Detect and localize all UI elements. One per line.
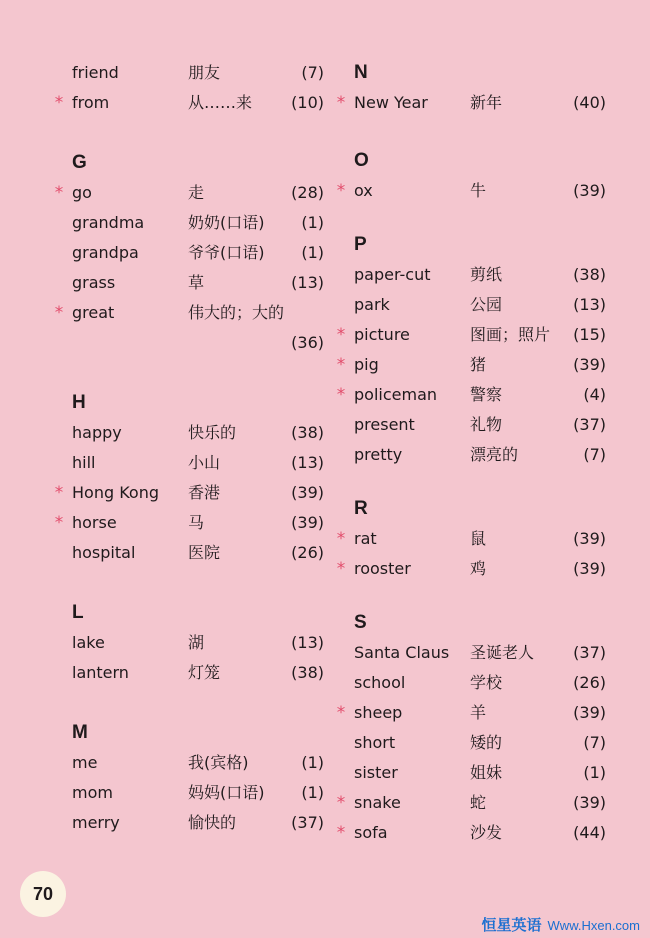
entry-meaning: 猪: [470, 355, 487, 374]
new-word-star-icon: *: [336, 529, 346, 549]
entry-meaning: 公园: [470, 295, 503, 314]
entry-meaning: 学校: [470, 673, 503, 692]
entry-word: hill: [72, 453, 96, 472]
glossary-entry: [48, 88, 324, 118]
glossary-entry: [330, 668, 606, 698]
glossary-entry: [330, 88, 606, 118]
entry-word: ox: [354, 181, 373, 200]
glossary-entry: [48, 178, 324, 208]
entry-unit: (13): [291, 273, 324, 292]
entry-word: short: [354, 733, 396, 752]
section-letter: G: [72, 152, 87, 173]
entry-word: lantern: [72, 663, 129, 682]
entry-word: Hong Kong: [72, 483, 159, 502]
entry-meaning: 走: [188, 183, 205, 202]
section-letter: O: [354, 150, 369, 171]
new-word-star-icon: *: [336, 181, 346, 201]
entry-unit: (28): [291, 183, 324, 202]
new-word-star-icon: *: [336, 793, 346, 813]
new-word-star-icon: *: [54, 303, 64, 323]
new-word-star-icon: *: [336, 325, 346, 345]
glossary-section-r: [330, 494, 606, 584]
glossary-section-s: [330, 608, 606, 848]
entry-word: rat: [354, 529, 377, 548]
glossary-entry: [48, 268, 324, 298]
entry-meaning: 矮的: [470, 733, 503, 752]
entry-meaning: 姐妹: [470, 763, 503, 782]
entry-unit: (15): [573, 325, 606, 344]
section-letter: L: [72, 602, 84, 623]
entry-word: hospital: [72, 543, 136, 562]
entry-word: New Year: [354, 93, 428, 112]
glossary-section-m: [48, 718, 324, 838]
entry-meaning: 愉快的: [188, 813, 237, 832]
entry-meaning: 漂亮的: [470, 445, 519, 464]
entry-meaning: 朋友: [188, 63, 221, 82]
watermark: [482, 914, 640, 935]
entry-unit: (44): [573, 823, 606, 842]
entry-meaning: 马: [188, 513, 205, 532]
entry-meaning: 快乐的: [188, 423, 237, 442]
glossary-entry: [48, 658, 324, 688]
entry-word: grass: [72, 273, 116, 292]
entry-meaning: 伟大的；大的: [188, 303, 285, 322]
entry-word: policeman: [354, 385, 438, 404]
entry-word: from: [72, 93, 110, 112]
glossary-entry: [48, 478, 324, 508]
entry-unit: (37): [291, 813, 324, 832]
entry-word: horse: [72, 513, 117, 532]
new-word-star-icon: *: [336, 385, 346, 405]
glossary-column-right: [330, 58, 606, 848]
glossary-section-g: [48, 148, 324, 358]
new-word-star-icon: *: [336, 93, 346, 113]
entry-unit: (39): [291, 483, 324, 502]
glossary-entry: [330, 788, 606, 818]
glossary-entry: [330, 176, 606, 206]
entry-meaning: 奶奶(口语): [188, 213, 265, 232]
glossary-entry: [48, 298, 324, 358]
glossary-entry: [330, 440, 606, 470]
entry-unit: (40): [573, 93, 606, 112]
entry-unit: (39): [573, 703, 606, 722]
new-word-star-icon: *: [54, 183, 64, 203]
entry-meaning: 灯笼: [188, 663, 221, 682]
entry-word: happy: [72, 423, 122, 442]
entry-unit: (1): [301, 213, 324, 232]
glossary-entry: [48, 628, 324, 658]
entry-meaning: 湖: [188, 633, 205, 652]
glossary-entry: [330, 554, 606, 584]
entry-unit: (39): [573, 793, 606, 812]
glossary-entry: [48, 208, 324, 238]
glossary-entry: [330, 380, 606, 410]
section-letter: M: [72, 722, 88, 743]
entry-unit: (26): [291, 543, 324, 562]
entry-meaning: 草: [188, 273, 205, 292]
watermark-brand: 恒星英语: [481, 917, 542, 934]
entry-meaning: 新年: [470, 93, 503, 112]
entry-unit: (36): [291, 333, 324, 352]
entry-word: Santa Claus: [354, 643, 450, 662]
glossary-entry: [48, 748, 324, 778]
entry-meaning: 图画；照片: [470, 325, 551, 344]
glossary-entry: [330, 350, 606, 380]
entry-word: great: [72, 303, 115, 322]
entry-meaning: 圣诞老人: [470, 643, 535, 662]
entry-unit: (1): [301, 243, 324, 262]
glossary-entry: [330, 818, 606, 848]
entry-word: park: [354, 295, 390, 314]
entry-word: sister: [354, 763, 398, 782]
glossary-entry: [330, 260, 606, 290]
new-word-star-icon: *: [336, 703, 346, 723]
entry-meaning: 医院: [188, 543, 221, 562]
glossary-section-o: [330, 146, 606, 206]
entry-unit: (1): [301, 753, 324, 772]
entry-word: lake: [72, 633, 105, 652]
new-word-star-icon: *: [336, 559, 346, 579]
entry-meaning: 羊: [470, 703, 487, 722]
entry-word: sheep: [354, 703, 403, 722]
entry-unit: (7): [301, 63, 324, 82]
entry-unit: (13): [291, 633, 324, 652]
entry-meaning: 蛇: [470, 793, 487, 812]
glossary-entry: [330, 758, 606, 788]
glossary-section-n: [330, 58, 606, 118]
entry-word: mom: [72, 783, 113, 802]
entry-meaning: 鼠: [470, 529, 487, 548]
entry-meaning: 警察: [470, 385, 503, 404]
entry-meaning: 香港: [188, 483, 221, 502]
entry-word: pretty: [354, 445, 403, 464]
glossary-entry: [330, 320, 606, 350]
entry-unit: (38): [291, 663, 324, 682]
entry-unit: (13): [291, 453, 324, 472]
section-letter: P: [354, 234, 367, 255]
entry-unit: (13): [573, 295, 606, 314]
entry-word: grandma: [72, 213, 145, 232]
entry-meaning: 礼物: [470, 415, 503, 434]
entry-unit: (4): [583, 385, 606, 404]
entry-word: pig: [354, 355, 379, 374]
entry-unit: (1): [583, 763, 606, 782]
glossary-entry: [330, 410, 606, 440]
entry-meaning: 爷爷(口语): [188, 243, 265, 262]
entry-unit: (38): [573, 265, 606, 284]
entry-unit: (39): [573, 181, 606, 200]
glossary-section-f-continued: [48, 58, 324, 118]
entry-word: merry: [72, 813, 120, 832]
glossary-column-left: [48, 58, 324, 838]
entry-word: go: [72, 183, 92, 202]
entry-unit: (7): [583, 733, 606, 752]
glossary-entry: [330, 698, 606, 728]
entry-unit: (39): [291, 513, 324, 532]
glossary-entry: [48, 538, 324, 568]
entry-meaning: 妈妈(口语): [188, 783, 265, 802]
section-letter: S: [354, 612, 367, 633]
entry-unit: (37): [573, 643, 606, 662]
entry-word: grandpa: [72, 243, 139, 262]
glossary-entry: [330, 524, 606, 554]
entry-meaning: 沙发: [470, 823, 503, 842]
glossary-entry: [48, 508, 324, 538]
entry-unit: (39): [573, 355, 606, 374]
entry-meaning: 牛: [470, 181, 487, 200]
entry-unit: (7): [583, 445, 606, 464]
glossary-entry: [48, 778, 324, 808]
glossary-entry: [48, 58, 324, 88]
entry-unit: (39): [573, 529, 606, 548]
entry-meaning: 我(宾格): [188, 753, 249, 772]
entry-meaning: 剪纸: [470, 265, 503, 284]
entry-unit: (39): [573, 559, 606, 578]
glossary-section-p: [330, 230, 606, 470]
new-word-star-icon: *: [54, 93, 64, 113]
glossary-section-h: [48, 388, 324, 568]
entry-unit: (38): [291, 423, 324, 442]
entry-unit: (37): [573, 415, 606, 434]
entry-unit: (1): [301, 783, 324, 802]
new-word-star-icon: *: [54, 483, 64, 503]
entry-meaning: 鸡: [470, 559, 487, 578]
entry-word: friend: [72, 63, 119, 82]
entry-unit: (26): [573, 673, 606, 692]
watermark-url: Www.Hxen.com: [547, 918, 640, 933]
glossary-entry: [48, 238, 324, 268]
entry-meaning: 从……来: [188, 93, 253, 112]
glossary-entry: [330, 638, 606, 668]
entry-word: sofa: [354, 823, 388, 842]
new-word-star-icon: *: [54, 513, 64, 533]
entry-word: me: [72, 753, 98, 772]
entry-meaning: 小山: [188, 453, 221, 472]
section-letter: H: [72, 392, 86, 413]
new-word-star-icon: *: [336, 823, 346, 843]
entry-word: snake: [354, 793, 401, 812]
glossary-entry: [330, 290, 606, 320]
entry-unit: (10): [291, 93, 324, 112]
entry-word: paper-cut: [354, 265, 431, 284]
entry-word: rooster: [354, 559, 411, 578]
glossary-section-l: [48, 598, 324, 688]
new-word-star-icon: *: [336, 355, 346, 375]
glossary-entry: [48, 808, 324, 838]
entry-word: school: [354, 673, 406, 692]
section-letter: N: [354, 62, 368, 83]
glossary-entry: [330, 728, 606, 758]
glossary-entry: [48, 418, 324, 448]
entry-word: picture: [354, 325, 410, 344]
page-number: 70: [20, 871, 66, 917]
section-letter: R: [354, 498, 368, 519]
entry-word: present: [354, 415, 415, 434]
glossary-entry: [48, 448, 324, 478]
